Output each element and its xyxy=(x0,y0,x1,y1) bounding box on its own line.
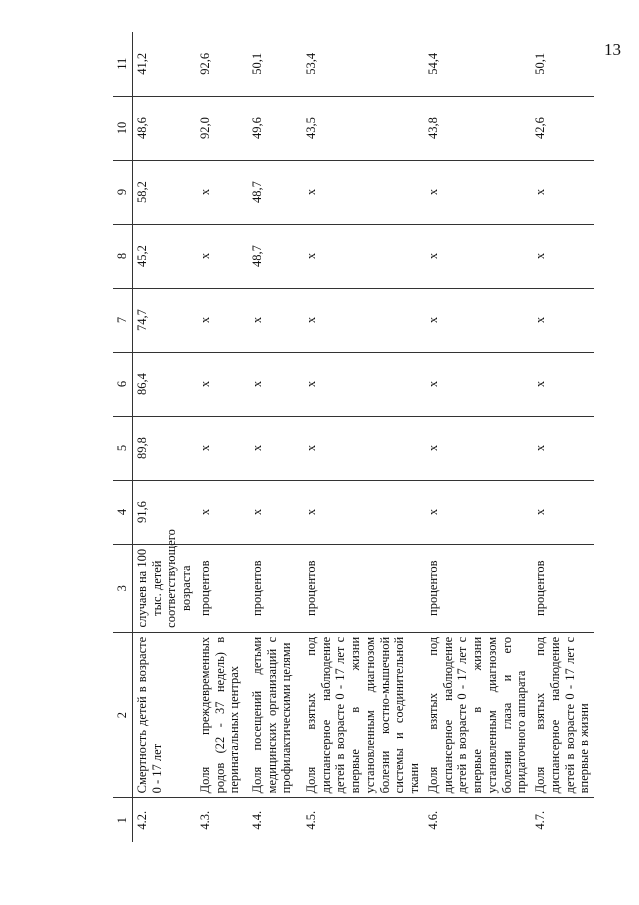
value-cell: х xyxy=(424,416,531,480)
unit-cell: процентов xyxy=(531,544,594,632)
value-cell: х xyxy=(531,288,594,352)
value-cell: 53,4 xyxy=(302,32,424,96)
indicator-name: Доля взятых под диспансерное наблюдение детей в возрасте 0 - 17 лет с впервые в жизни xyxy=(531,632,594,798)
table-row xyxy=(302,32,424,842)
header-row xyxy=(113,32,132,842)
value-cell: х xyxy=(196,288,248,352)
value-cell: х xyxy=(424,288,531,352)
value-cell: х xyxy=(248,352,302,416)
indicator-name: Доля посещений детьми медицинских организаций с профилактическими целями xyxy=(248,632,302,798)
value-cell: 92,0 xyxy=(196,96,248,160)
indicator-table xyxy=(113,32,594,842)
row-number: 4.7. xyxy=(533,810,547,830)
indicator-name: Доля взятых под диспансерное наблюдение детей в возрасте 0 - 17 лет с впервые в жизни установленным диагнозом болезни костно-мышечной системы и соединительной ткани xyxy=(302,632,424,798)
page-number: 13 xyxy=(604,40,621,59)
row-number: 4.4. xyxy=(249,810,264,830)
value-cell: 43,8 xyxy=(424,96,531,160)
value-cell: 91,6 xyxy=(132,480,196,544)
column-header: 4 xyxy=(113,480,132,544)
value-cell: 48,6 xyxy=(132,96,196,160)
unit-cell: случаев на 100 тыс. детей соответствующего возраста xyxy=(132,544,196,632)
value-cell: х xyxy=(531,480,594,544)
value-cell: х xyxy=(531,160,594,224)
value-cell: 74,7 xyxy=(132,288,196,352)
value-cell: 49,6 xyxy=(248,96,302,160)
value-cell: х xyxy=(196,160,248,224)
row-number: 4.2. xyxy=(134,810,149,830)
value-cell: х xyxy=(302,416,424,480)
value-cell: 48,7 xyxy=(248,224,302,288)
value-cell: х xyxy=(302,288,424,352)
value-cell: х xyxy=(424,480,531,544)
value-cell: 48,7 xyxy=(248,160,302,224)
value-cell: х xyxy=(302,160,424,224)
value-cell: 45,2 xyxy=(132,224,196,288)
column-header: 11 xyxy=(113,32,132,96)
table-body xyxy=(132,32,594,842)
table-header xyxy=(113,32,132,842)
value-cell: 42,6 xyxy=(531,96,594,160)
column-header: 3 xyxy=(113,544,132,632)
value-cell: х xyxy=(531,352,594,416)
value-cell: х xyxy=(424,224,531,288)
column-header: 10 xyxy=(113,96,132,160)
table-row xyxy=(531,32,594,842)
value-cell: х xyxy=(531,416,594,480)
value-cell: х xyxy=(302,480,424,544)
row-number: 4.5. xyxy=(303,810,318,830)
row-number: 4.3. xyxy=(197,810,212,830)
value-cell: х xyxy=(531,224,594,288)
value-cell: х xyxy=(248,416,302,480)
value-cell: 86,4 xyxy=(132,352,196,416)
column-header: 2 xyxy=(113,632,132,798)
row-number: 4.6. xyxy=(425,810,440,830)
column-header: 9 xyxy=(113,160,132,224)
value-cell: 58,2 xyxy=(132,160,196,224)
column-header: 1 xyxy=(113,798,132,842)
value-cell: 92,6 xyxy=(196,32,248,96)
value-cell: х xyxy=(248,288,302,352)
value-cell: х xyxy=(302,224,424,288)
column-header: 5 xyxy=(113,416,132,480)
indicator-name: Доля взятых под диспансерное наблюдение детей в возрасте 0 - 17 лет с впервые в жизни установленным диагнозом болезни глаза и его придаточного аппарата xyxy=(424,632,531,798)
unit-cell: процентов xyxy=(248,544,302,632)
value-cell: 50,1 xyxy=(248,32,302,96)
column-header: 8 xyxy=(113,224,132,288)
value-cell: х xyxy=(196,224,248,288)
value-cell: х xyxy=(196,352,248,416)
value-cell: х xyxy=(302,352,424,416)
column-header: 7 xyxy=(113,288,132,352)
table-row xyxy=(248,32,302,842)
column-header: 6 xyxy=(113,352,132,416)
table-row xyxy=(196,32,248,842)
value-cell: х xyxy=(248,480,302,544)
table-row xyxy=(424,32,531,842)
value-cell: х xyxy=(196,416,248,480)
table-row xyxy=(132,32,196,842)
indicator-name: Смертность детей в возрасте 0 - 17 лет xyxy=(132,632,196,798)
indicator-table-container xyxy=(113,32,591,842)
value-cell: 41,2 xyxy=(132,32,196,96)
value-cell: х xyxy=(424,160,531,224)
value-cell: 50,1 xyxy=(531,32,594,96)
value-cell: х xyxy=(196,480,248,544)
value-cell: 43,5 xyxy=(302,96,424,160)
unit-cell: процентов xyxy=(302,544,424,632)
unit-cell: процентов xyxy=(424,544,531,632)
value-cell: х xyxy=(424,352,531,416)
unit-cell: процентов xyxy=(196,544,248,632)
value-cell: 89,8 xyxy=(132,416,196,480)
indicator-name: Доля преждевременных родов (22 - 37 недель) в перинатальных центрах xyxy=(196,632,248,798)
value-cell: 54,4 xyxy=(424,32,531,96)
